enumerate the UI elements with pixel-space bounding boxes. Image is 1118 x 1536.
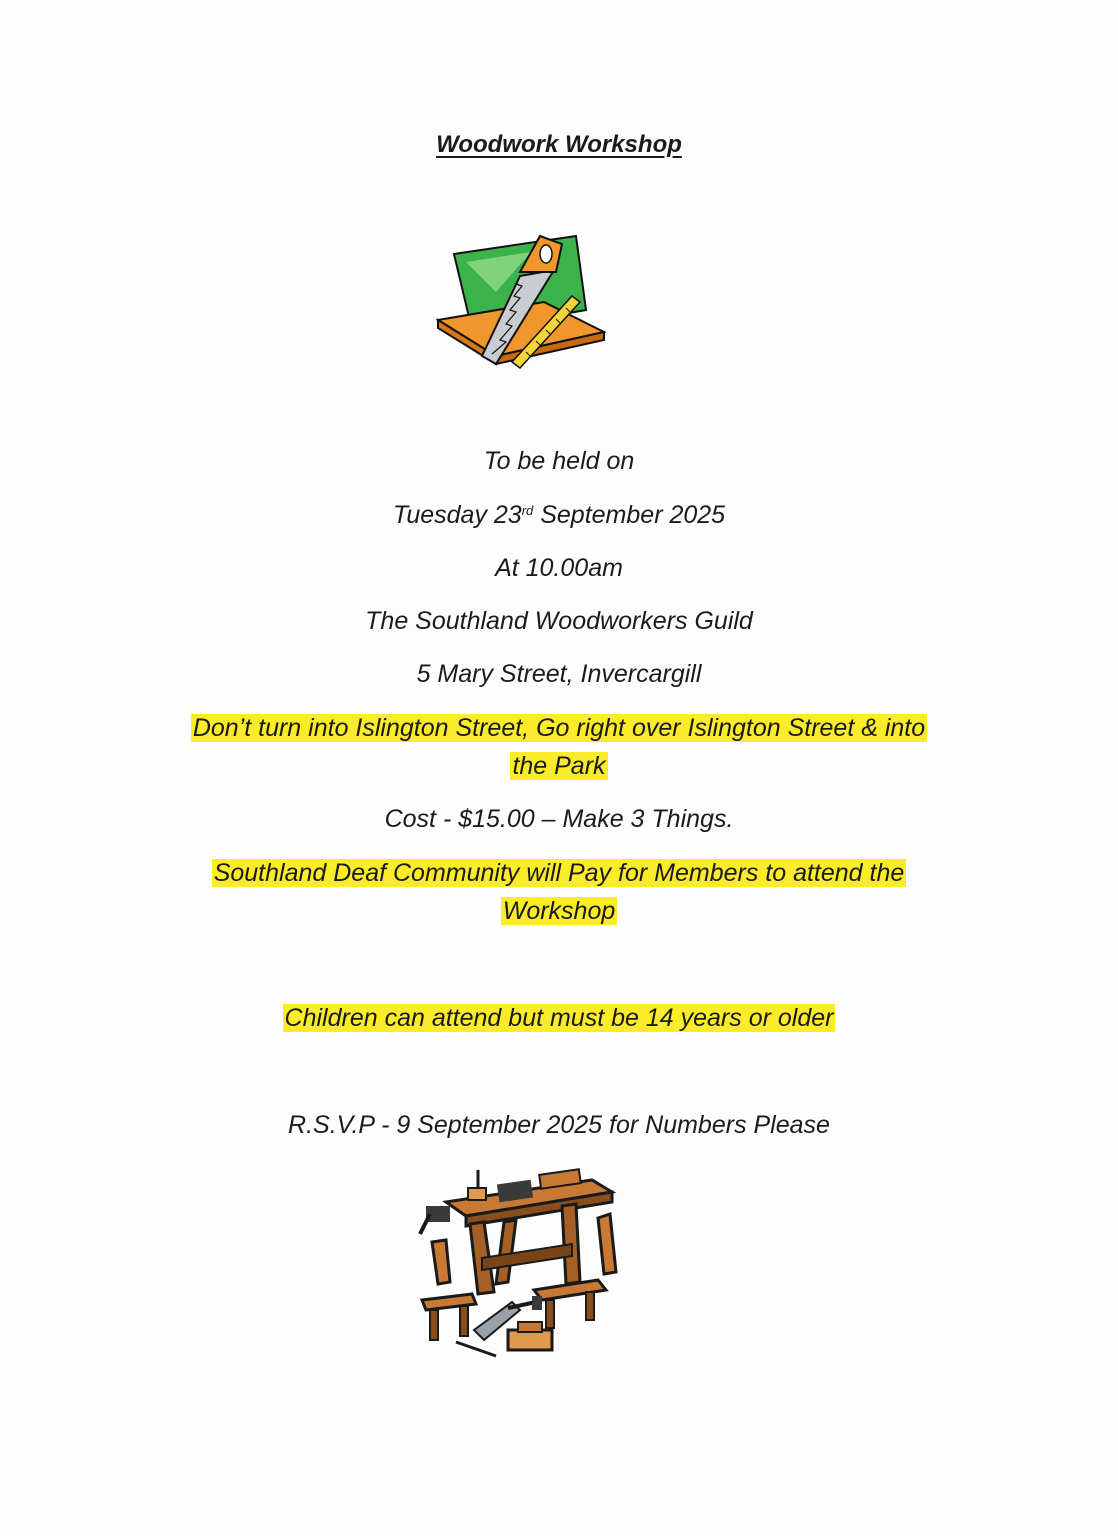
event-venue	[0, 602, 1118, 640]
date-ordinal: rd	[521, 503, 534, 518]
sponsor-line-1	[0, 854, 1118, 892]
sponsor-highlight-1: Southland Deaf Community will Pay for Members to attend the	[213, 859, 905, 887]
event-time-text: At 10.00am	[495, 554, 623, 582]
page-title-text: Woodwork Workshop	[436, 131, 682, 158]
saw-and-wood-icon	[436, 232, 606, 372]
directions-highlight-2: the Park	[512, 752, 606, 780]
date-prefix: Tuesday 23	[392, 501, 522, 529]
event-address-text: 5 Mary Street, Invercargill	[416, 660, 702, 688]
event-date	[0, 496, 1118, 534]
event-venue-text: The Southland Woodworkers Guild	[365, 607, 753, 635]
page-title	[0, 126, 1118, 164]
children-highlight: Children can attend but must be 14 years or older	[284, 1004, 834, 1032]
date-suffix: September 2025	[533, 501, 726, 529]
directions-highlight-1: Don’t turn into Islington Street, Go right over Islington Street & into	[192, 714, 926, 742]
event-address	[0, 655, 1118, 693]
rsvp-text: R.S.V.P - 9 September 2025 for Numbers Please	[288, 1111, 830, 1139]
directions-line-1	[0, 709, 1118, 747]
directions-line-2	[0, 747, 1118, 785]
intro-label: To be held on	[483, 447, 635, 475]
children-note	[0, 999, 1118, 1037]
event-cost-text: Cost - $15.00 – Make 3 Things.	[384, 805, 734, 833]
sponsor-highlight-2: Workshop	[502, 897, 616, 925]
event-cost	[0, 800, 1118, 838]
sponsor-line-2	[0, 892, 1118, 930]
workbench-tools-icon	[416, 1162, 620, 1360]
intro-text	[0, 442, 1118, 480]
event-time	[0, 549, 1118, 587]
rsvp-note	[0, 1106, 1118, 1144]
